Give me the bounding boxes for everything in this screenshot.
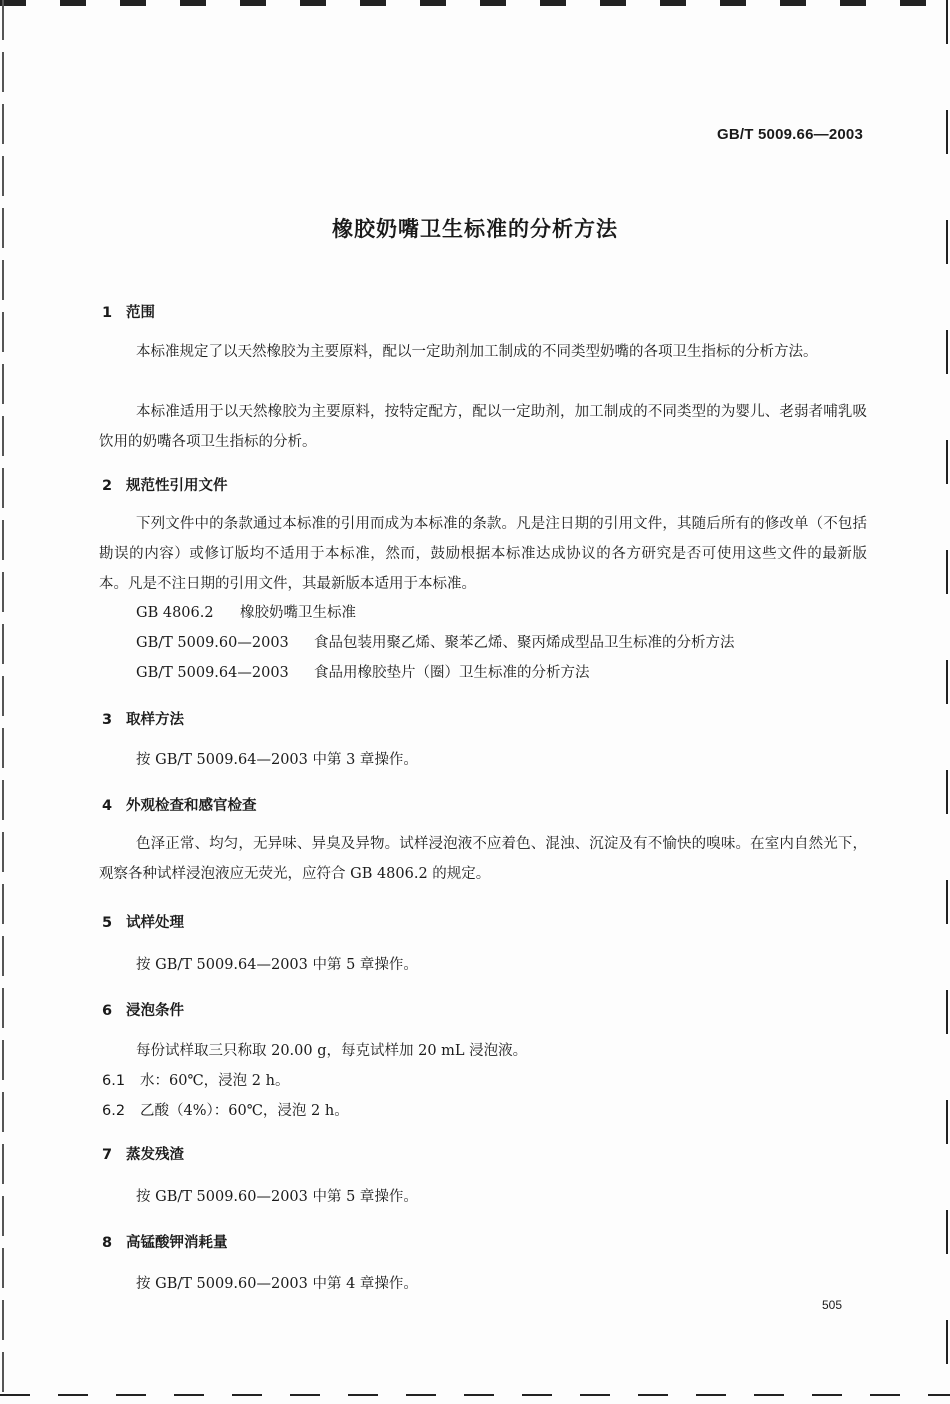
paragraph: 下列文件中的条款通过本标准的引用而成为本标准的条款。凡是注日期的引用文件，其随后所有的修改单（不包括勘误的内容）或修订版均不适用于本标准，然而，鼓励根据本标准达成协议的各方研究是否可使用这些文件的最新版本。凡是不注日期的引用文件，其最新版本适用于本标准。	[99, 516, 867, 592]
sub-clause-number: 6.2	[102, 1103, 126, 1119]
section-title: 浸泡条件	[126, 1003, 184, 1019]
scan-edge-left	[2, 0, 4, 1404]
section-heading-1	[102, 301, 155, 322]
sub-clause-number: 6.1	[102, 1073, 126, 1089]
section-heading-3	[102, 708, 184, 729]
section-title: 试样处理	[126, 915, 184, 931]
section-title: 范围	[126, 305, 155, 321]
page-number: 505	[821, 1298, 842, 1312]
section-number: 7	[102, 1147, 113, 1163]
section-heading-8	[102, 1231, 228, 1252]
section-number: 4	[102, 798, 113, 814]
reference-item	[136, 661, 590, 682]
section-number: 2	[102, 478, 113, 494]
page-title: 橡胶奶嘴卫生标准的分析方法	[332, 217, 618, 241]
section-text: 按 GB/T 5009.60—2003 中第 4 章操作。	[136, 1276, 418, 1292]
scan-edge-right	[946, 0, 948, 1404]
reference-code: GB/T 5009.64—2003	[136, 665, 289, 681]
section-number: 1	[102, 305, 113, 321]
section-number: 5	[102, 915, 113, 931]
section-title: 外观检查和感官检查	[126, 798, 257, 814]
sub-clause-text: 水：60℃，浸泡 2 h。	[140, 1073, 290, 1089]
reference-name: 橡胶奶嘴卫生标准	[240, 605, 356, 621]
paragraph: 色泽正常、均匀，无异味、异臭及异物。试样浸泡液不应着色、混浊、沉淀及有不愉快的嗅味。在室内自然光下，观察各种试样浸泡液应无荧光，应符合 GB 4806.2 的规定。	[99, 836, 867, 882]
reference-item	[136, 601, 356, 622]
section-text: 按 GB/T 5009.64—2003 中第 5 章操作。	[136, 957, 418, 973]
sub-clause	[102, 1069, 289, 1090]
section-text: 按 GB/T 5009.64—2003 中第 3 章操作。	[136, 752, 418, 768]
section-title: 高锰酸钾消耗量	[126, 1235, 228, 1251]
scan-edge-bottom	[0, 1394, 950, 1396]
reference-item	[136, 631, 735, 652]
section-heading-6	[102, 999, 184, 1020]
section-title: 蒸发残渣	[126, 1147, 184, 1163]
section-text: 每份试样取三只称取 20.00 g，每克试样加 20 mL 浸泡液。	[136, 1043, 528, 1059]
section-number: 3	[102, 712, 113, 728]
section-number: 8	[102, 1235, 113, 1251]
section-title: 规范性引用文件	[126, 478, 228, 494]
section-heading-5	[102, 911, 184, 932]
sub-clause-text: 乙酸（4%）：60℃，浸泡 2 h。	[140, 1103, 349, 1119]
section-heading-7	[102, 1143, 184, 1164]
reference-code: GB/T 5009.60—2003	[136, 635, 289, 651]
sub-clause	[102, 1099, 349, 1120]
paragraph: 本标准规定了以天然橡胶为主要原料，配以一定助剂加工制成的不同类型奶嘴的各项卫生指标的分析方法。	[136, 344, 818, 360]
section-heading-2	[102, 474, 228, 495]
section-number: 6	[102, 1003, 113, 1019]
scan-edge-top	[0, 0, 950, 6]
section-title: 取样方法	[126, 712, 184, 728]
section-heading-4	[102, 794, 257, 815]
reference-name: 食品包装用聚乙烯、聚苯乙烯、聚丙烯成型品卫生标准的分析方法	[314, 635, 735, 651]
standard-code: GB/T 5009.66—2003	[717, 126, 863, 143]
reference-name: 食品用橡胶垫片（圈）卫生标准的分析方法	[314, 665, 590, 681]
paragraph: 本标准适用于以天然橡胶为主要原料，按特定配方，配以一定助剂，加工制成的不同类型的为婴儿、老弱者哺乳吸饮用的奶嘴各项卫生指标的分析。	[99, 404, 867, 450]
reference-code: GB 4806.2	[136, 605, 214, 621]
section-text: 按 GB/T 5009.60—2003 中第 5 章操作。	[136, 1189, 418, 1205]
